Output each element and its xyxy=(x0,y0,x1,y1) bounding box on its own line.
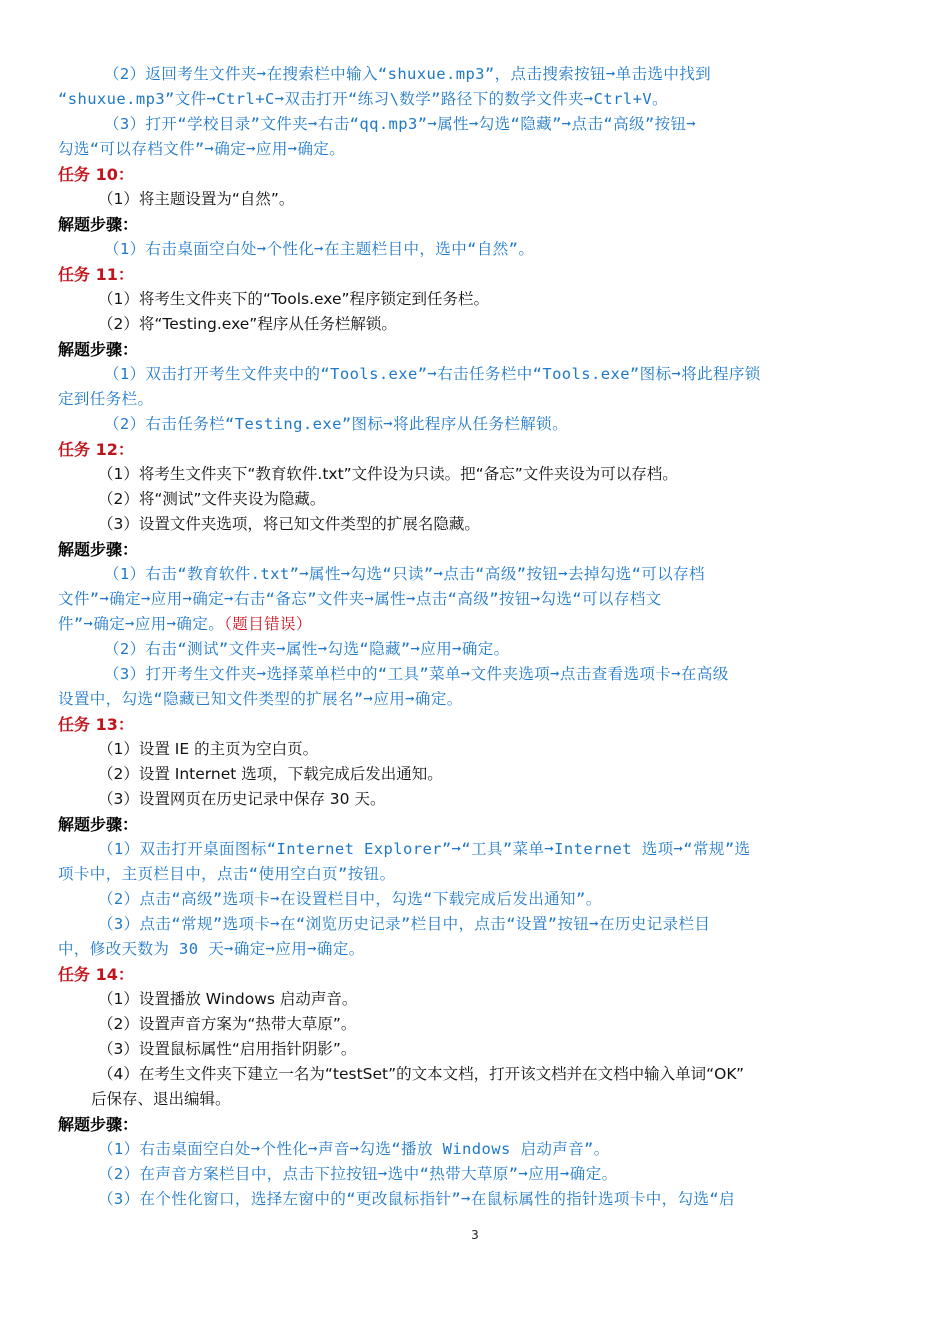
line-text: 后保存、退出编辑。 xyxy=(91,1090,231,1108)
line-text: （3）设置网页在历史记录中保存 30 天。 xyxy=(98,790,386,808)
solution-step xyxy=(58,837,896,862)
task-requirement xyxy=(58,737,896,762)
line-text: （1）双击打开桌面图标“Internet Explorer”➞“工具”菜单➞Internet 选项➞“常规”选 xyxy=(98,840,751,858)
line-text: 中，修改天数为 30 天➞确定➞应用➞确定。 xyxy=(58,940,365,958)
line-text: （2）右击“测试”文件夹➞属性➞勾选“隐藏”➞应用➞确定。 xyxy=(104,640,510,658)
solution-step xyxy=(58,687,896,712)
solution-step xyxy=(58,587,896,612)
document-body xyxy=(58,62,896,1212)
line-text: （2）将“Testing.exe”程序从任务栏解锁。 xyxy=(98,315,397,333)
error-note: （题目错误） xyxy=(224,615,312,633)
line-text: （3）打开“学校目录”文件夹➞右击“qq.mp3”➞属性➞勾选“隐藏”➞点击“高级”按钮➞ xyxy=(104,115,697,133)
solution-step xyxy=(58,1187,896,1212)
solution-heading xyxy=(58,212,896,237)
line-text: （2）点击“高级”选项卡➞在设置栏目中，勾选“下载完成后发出通知”。 xyxy=(98,890,602,908)
task-heading xyxy=(58,262,896,287)
task-heading xyxy=(58,437,896,462)
task-requirement xyxy=(58,1087,896,1112)
line-text: （1）右击“教育软件.txt”➞属性➞勾选“只读”➞点击“高级”按钮➞去掉勾选“可以存档 xyxy=(104,565,705,583)
solution-step xyxy=(58,137,896,162)
line-text: 任务 13： xyxy=(58,715,134,734)
line-text: 件”➞确定➞应用➞确定。 xyxy=(58,615,225,633)
line-text: 勾选“可以存档文件”➞确定➞应用➞确定。 xyxy=(58,140,346,158)
line-text: 解题步骤： xyxy=(58,815,139,834)
solution-step xyxy=(58,862,896,887)
solution-step xyxy=(58,112,896,137)
solution-step xyxy=(58,887,896,912)
line-text: （3）点击“常规”选项卡➞在“浏览历史记录”栏目中，点击“设置”按钮➞在历史记录栏目 xyxy=(98,915,711,933)
task-requirement xyxy=(58,1012,896,1037)
line-text: 任务 14： xyxy=(58,965,134,984)
line-text: 解题步骤： xyxy=(58,1115,139,1134)
task-requirement xyxy=(58,762,896,787)
solution-step xyxy=(58,1162,896,1187)
line-text: （3）打开考生文件夹➞选择菜单栏中的“工具”菜单➞文件夹选项➞点击查看选项卡➞在高级 xyxy=(104,665,729,683)
solution-step xyxy=(58,637,896,662)
line-text: 设置中，勾选“隐藏已知文件类型的扩展名”➞应用➞确定。 xyxy=(58,690,463,708)
line-text: （2）在声音方案栏目中，点击下拉按钮➞选中“热带大草原”➞应用➞确定。 xyxy=(98,1165,618,1183)
task-requirement xyxy=(58,187,896,212)
task-requirement xyxy=(58,287,896,312)
task-requirement xyxy=(58,987,896,1012)
line-text: 定到任务栏。 xyxy=(58,390,154,408)
solution-heading xyxy=(58,1112,896,1137)
line-text: 解题步骤： xyxy=(58,215,139,234)
solution-step xyxy=(58,362,896,387)
line-text: （2）将“测试”文件夹设为隐藏。 xyxy=(98,490,326,508)
line-text: 任务 11： xyxy=(58,265,134,284)
line-text: （2）返回考生文件夹➞在搜索栏中输入“shuxue.mp3”，点击搜索按钮➞单击选中找到 xyxy=(104,65,712,83)
solution-step xyxy=(58,87,896,112)
solution-step xyxy=(58,662,896,687)
line-text: （3）在个性化窗口，选择左窗中的“更改鼠标指针”➞在鼠标属性的指针选项卡中，勾选“启 xyxy=(98,1190,735,1208)
line-text: （1）设置播放 Windows 启动声音。 xyxy=(98,990,358,1008)
task-requirement xyxy=(58,1062,896,1087)
line-text: （2）设置声音方案为“热带大草原”。 xyxy=(98,1015,357,1033)
solution-step xyxy=(58,1137,896,1162)
line-text: （2）右击任务栏“Testing.exe”图标➞将此程序从任务栏解锁。 xyxy=(104,415,568,433)
line-text: 解题步骤： xyxy=(58,540,139,559)
line-text: 任务 12： xyxy=(58,440,134,459)
line-text: 项卡中，主页栏目中，点击“使用空白页”按钮。 xyxy=(58,865,396,883)
task-requirement xyxy=(58,787,896,812)
task-requirement xyxy=(58,487,896,512)
task-requirement xyxy=(58,512,896,537)
line-text: （3）设置文件夹选项，将已知文件类型的扩展名隐藏。 xyxy=(98,515,480,533)
line-text: （1）将考生文件夹下“教育软件.txt”文件设为只读。把“备忘”文件夹设为可以存档。 xyxy=(98,465,678,483)
line-text: 解题步骤： xyxy=(58,340,139,359)
solution-step xyxy=(58,237,896,262)
line-text: （4）在考生文件夹下建立一名为“testSet”的文本文档，打开该文档并在文档中输入单词“OK” xyxy=(98,1065,745,1083)
task-requirement xyxy=(58,462,896,487)
line-text: （1）将主题设置为“自然”。 xyxy=(98,190,295,208)
solution-step xyxy=(58,387,896,412)
line-text: （1）右击桌面空白处➞个性化➞在主题栏目中，选中“自然”。 xyxy=(104,240,535,258)
line-text: （1）将考生文件夹下的“Tools.exe”程序锁定到任务栏。 xyxy=(98,290,490,308)
page-number: 3 xyxy=(471,1228,479,1242)
line-text: 任务 10： xyxy=(58,165,134,184)
line-text: “shuxue.mp3”文件➞Ctrl+C➞双击打开“练习\数学”路径下的数学文件夹➞Ctrl+V。 xyxy=(58,90,668,108)
line-text: 文件”➞确定➞应用➞确定➞右击“备忘”文件夹➞属性➞点击“高级”按钮➞勾选“可以存档文 xyxy=(58,590,662,608)
line-text: （1）双击打开考生文件夹中的“Tools.exe”➞右击任务栏中“Tools.exe”图标➞将此程序锁 xyxy=(104,365,761,383)
task-requirement xyxy=(58,312,896,337)
line-text: （1）右击桌面空白处➞个性化➞声音➞勾选“播放 Windows 启动声音”。 xyxy=(98,1140,610,1158)
solution-step xyxy=(58,62,896,87)
task-requirement xyxy=(58,1037,896,1062)
task-heading xyxy=(58,162,896,187)
solution-step xyxy=(58,412,896,437)
solution-step xyxy=(58,912,896,937)
line-text: （1）设置 IE 的主页为空白页。 xyxy=(98,740,319,758)
solution-step xyxy=(58,562,896,587)
line-text: （3）设置鼠标属性“启用指针阴影”。 xyxy=(98,1040,357,1058)
solution-heading xyxy=(58,337,896,362)
solution-step xyxy=(58,612,896,637)
task-heading xyxy=(58,962,896,987)
solution-heading xyxy=(58,537,896,562)
solution-heading xyxy=(58,812,896,837)
solution-step xyxy=(58,937,896,962)
task-heading xyxy=(58,712,896,737)
line-text: （2）设置 Internet 选项，下载完成后发出通知。 xyxy=(98,765,443,783)
